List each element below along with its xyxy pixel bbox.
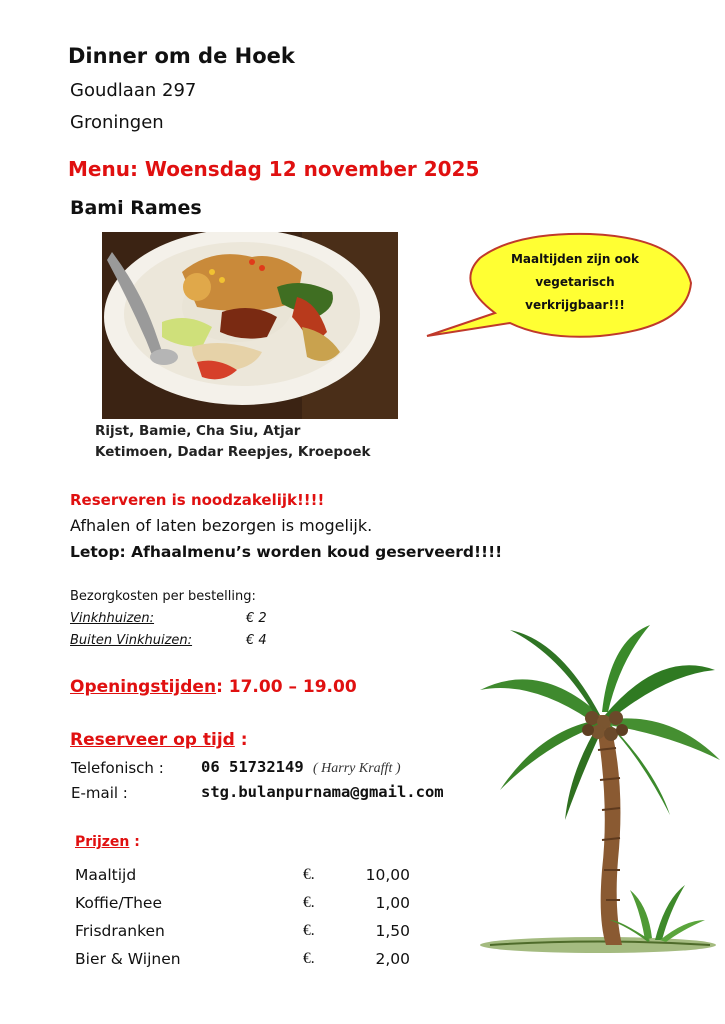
bubble-line-2: vegetarisch — [535, 275, 615, 289]
price-amount: 1,00 — [375, 894, 410, 912]
price-currency: €. — [303, 894, 315, 911]
address-city: Groningen — [70, 112, 164, 133]
menu-date-heading: Menu: Woensdag 12 november 2025 — [68, 157, 480, 181]
phone-number-value[interactable]: 06 51732149 — [201, 758, 304, 776]
price-amount: 2,00 — [375, 950, 410, 968]
price-row — [75, 922, 415, 946]
price-currency: €. — [303, 922, 315, 939]
speech-bubble-text — [495, 248, 655, 317]
price-item-name: Frisdranken — [75, 922, 165, 940]
opening-hours — [70, 677, 357, 697]
phone-number[interactable] — [201, 758, 401, 777]
delivery-cost: € 2 — [246, 611, 267, 626]
palm-tree-illustration — [470, 620, 725, 960]
prices-heading — [75, 834, 140, 850]
phone-contact-person: ( Harry Krafft ) — [313, 761, 401, 776]
reserve-heading-suffix: : — [234, 730, 248, 750]
delivery-area: Buiten Vinkhuizen: — [70, 633, 193, 648]
price-item-name: Maaltijd — [75, 866, 137, 884]
price-currency: €. — [303, 950, 315, 967]
phone-label: Telefonisch : — [71, 759, 164, 777]
prices-heading-label: Prijzen — [75, 834, 130, 850]
address-street: Goudlaan 297 — [70, 80, 197, 101]
delivery-area: Vinkhhuizen: — [70, 611, 155, 626]
delivery-row — [70, 611, 154, 626]
price-row — [75, 866, 415, 890]
dish-name: Bami Rames — [70, 197, 202, 219]
price-amount: 10,00 — [365, 866, 410, 884]
pickup-delivery-notice: Afhalen of laten bezorgen is mogelijk. — [70, 516, 373, 535]
price-row — [75, 894, 415, 918]
price-amount: 1,50 — [375, 922, 410, 940]
food-photo — [102, 232, 398, 419]
bubble-line-3: verkrijgbaar!!! — [525, 298, 625, 312]
email-address[interactable]: stg.bulanpurnama@gmail.com — [201, 783, 444, 801]
delivery-costs-title: Bezorgkosten per bestelling: — [70, 589, 256, 604]
delivery-row — [70, 633, 192, 648]
opening-hours-label: Openingstijden — [70, 677, 217, 697]
reserve-on-time-heading — [70, 730, 248, 750]
delivery-cost: € 4 — [246, 633, 267, 648]
price-item-name: Koffie/Thee — [75, 894, 162, 912]
restaurant-name: Dinner om de Hoek — [68, 44, 295, 68]
dish-caption-line-2: Ketimoen, Dadar Reepjes, Kroepoek — [95, 444, 371, 460]
dish-caption-line-1: Rijst, Bamie, Cha Siu, Atjar — [95, 423, 301, 439]
price-item-name: Bier & Wijnen — [75, 950, 181, 968]
email-label: E-mail : — [71, 784, 128, 802]
cold-served-warning: Letop: Afhaalmenu’s worden koud geserveerd!!!! — [70, 543, 503, 561]
price-currency: €. — [303, 866, 315, 883]
reservation-required-notice: Reserveren is noodzakelijk!!!! — [70, 491, 325, 509]
price-row — [75, 950, 415, 974]
opening-hours-value: : 17.00 – 19.00 — [216, 677, 357, 697]
prices-heading-suffix: : — [129, 834, 140, 850]
reserve-heading-label: Reserveer op tijd — [70, 730, 235, 750]
bubble-line-1: Maaltijden zijn ook — [510, 252, 640, 266]
